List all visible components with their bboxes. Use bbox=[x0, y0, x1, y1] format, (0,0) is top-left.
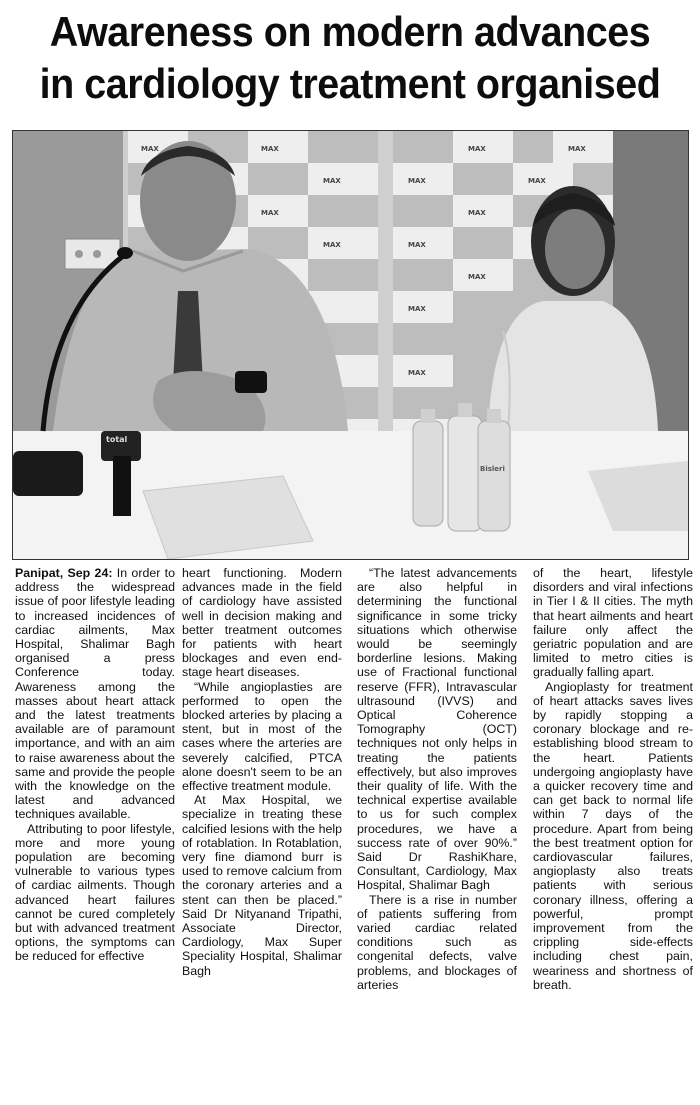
headline bbox=[21, 6, 679, 110]
article-paragraph: At Max Hospital, we specialize in treating these calcified lesions with the help of rotablation. In Rotablation, very fine diamond burr is used to remove calcium from the coronary arteries and a stent can then be placed.” Said Dr Nityanand Tripathi, Associate Director, Cardiology, Max Super Speciality Hospital, Shalimar Bagh bbox=[182, 793, 342, 978]
press-conference-photo bbox=[12, 130, 689, 560]
article-column-1 bbox=[15, 566, 175, 964]
article-paragraph: heart functioning. Modern advances made in the field of cardiology have assisted well in decision making and better treatment outcomes for patients with heart blockages and even end-stage heart diseases. bbox=[182, 566, 342, 680]
bottle-label: Bisleri bbox=[480, 465, 505, 473]
water-bottles bbox=[413, 403, 510, 531]
article-paragraph: Angioplasty for treatment of heart attacks saves lives by rapidly stopping a coronary blockage and re-establishing blood stream to the heart. Patients undergoing angioplasty have a quicker recovery time and can get back to normal life within 7 days of the procedure. Apart from being the best treatment option for cardiovascular failures, angioplasty also treats patients with serious coronary illness, offering a powerful, prompt improvement from the crippling side-effects including chest pain, weariness and shortness of breath. bbox=[533, 679, 693, 992]
backdrop-logo: MAX bbox=[408, 177, 426, 185]
backdrop-logo: MAX bbox=[568, 145, 586, 153]
backdrop-logo: MAX bbox=[468, 209, 486, 217]
backdrop-logo: MAX bbox=[261, 145, 279, 153]
mic-label: total bbox=[106, 435, 128, 444]
article-column-4 bbox=[533, 566, 693, 992]
article-paragraph: There is a rise in number of patients suffering from varied cardiac related conditions such as congenital defects, valve problems, and blockages of arteries bbox=[357, 892, 517, 992]
paragraph-text: In order to address the widespread issue of poor lifestyle leading to increased incidences of cardiac ailments, Max Hospital, Shalimar Bagh organised a press Conference today. Awareness among the masses about heart attack and the latest treatments available are of paramount importance, and with an aim to raise awareness about the same and provide the people with the knowledge on the latest and advanced techniques available. bbox=[15, 566, 176, 822]
article-paragraph: “While angioplasties are performed to open the blocked arteries by placing a stent, but in most of the cases where the arteries are severely calcified, PTCA alone doesn't seem to be an effective treatment module. bbox=[182, 679, 342, 794]
backdrop-logo: MAX bbox=[261, 209, 279, 217]
backdrop-logo: MAX bbox=[468, 273, 486, 281]
headline-line-1: Awareness on modern advances bbox=[49, 8, 651, 55]
dateline: Panipat, Sep 24: bbox=[15, 566, 113, 580]
backdrop-logo: MAX bbox=[528, 177, 546, 185]
article-column-2 bbox=[182, 566, 342, 978]
backdrop-logo: MAX bbox=[408, 369, 426, 377]
article-paragraph: Attributing to poor lifestyle, more and more young population are becoming vulnerable to various types of cardiac ailments. Though advanced heart failures cannot be cured completely but with advanced treatment options, the symptoms can be reduced for effective bbox=[15, 821, 175, 964]
backdrop-logo: MAX bbox=[408, 241, 426, 249]
article-body bbox=[15, 566, 693, 1101]
headline-line-2: in cardiology treatment organised bbox=[39, 60, 661, 107]
backdrop-logo: MAX bbox=[468, 145, 486, 153]
backdrop-logo: MAX bbox=[408, 305, 426, 313]
backdrop-logo: MAX bbox=[141, 145, 159, 153]
article-paragraph: of the heart, lifestyle disorders and viral infections in Tier I & II cities. The myth that heart ailments and heart failure only affect the geriatric population and are limited to metro cities is gradually falling apart. bbox=[533, 566, 693, 680]
backdrop-logo: MAX bbox=[323, 241, 341, 249]
article-column-3 bbox=[357, 566, 517, 992]
backdrop-logo: MAX bbox=[323, 177, 341, 185]
article-paragraph: “The latest advancements are also helpful in determining the functional significance in some tricky situations which otherwise would be seemingly borderline lesions. Making use of Fractional functional reserve (FFR), Intravascular ultrasound (IVVS) and Optical Coherence Tomography (OCT) techniques not only helps in treating the patients effectively, but also improves their quality of life. With the technical expertise available to us for such complex procedures, we have a success rate of over 90%.” Said Dr RashiKhare, Consultant, Cardiology, Max Hospital, Shalimar Bagh bbox=[357, 566, 517, 893]
article-paragraph bbox=[15, 566, 175, 822]
